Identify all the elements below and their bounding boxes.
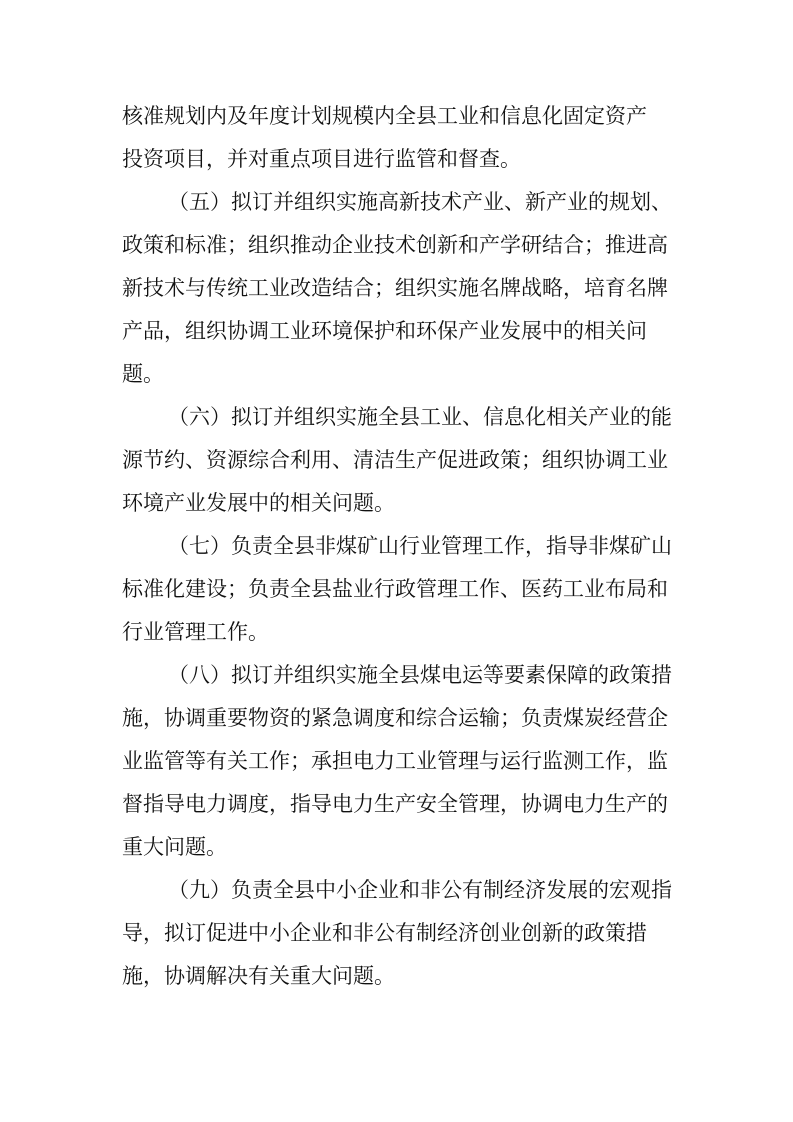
text-line: （七）负责全县非煤矿山行业管理工作，指导非煤矿山 <box>168 534 672 558</box>
text-line: 源节约、资源综合利用、清洁生产促进政策；组织协调工业 <box>122 448 668 472</box>
text-line: （五）拟订并组织实施高新技术产业、新产业的规划、 <box>168 190 672 214</box>
text-line: 政策和标准；组织推动企业技术创新和产学研结合；推进高 <box>122 233 668 257</box>
text-line: （九）负责全县中小企业和非公有制经济发展的宏观指 <box>168 878 672 902</box>
text-line: 投资项目，并对重点项目进行监管和督查。 <box>122 147 521 171</box>
text-line: 行业管理工作。 <box>122 620 269 644</box>
text-line: 施，协调重要物资的紧急调度和综合运输；负责煤炭经营企 <box>122 706 668 730</box>
text-line: 核准规划内及年度计划规模内全县工业和信息化固定资产 <box>122 104 647 128</box>
text-line: 新技术与传统工业改造结合；组织实施名牌战略，培育名牌 <box>122 276 668 300</box>
text-line: 产品，组织协调工业环境保护和环保产业发展中的相关问 <box>122 319 647 343</box>
text-line: 业监管等有关工作；承担电力工业管理与运行监测工作，监 <box>122 749 668 773</box>
text-line: 导，拟订促进中小企业和非公有制经济创业创新的政策措 <box>122 921 647 945</box>
text-line: 环境产业发展中的相关问题。 <box>122 491 395 515</box>
text-line: 施，协调解决有关重大问题。 <box>122 964 395 988</box>
text-line: 督指导电力调度，指导电力生产安全管理，协调电力生产的 <box>122 792 668 816</box>
text-line: 题。 <box>122 362 164 386</box>
text-line: 标准化建设；负责全县盐业行政管理工作、医药工业布局和 <box>122 577 668 601</box>
text-line: 重大问题。 <box>122 835 227 859</box>
text-line: （八）拟订并组织实施全县煤电运等要素保障的政策措 <box>168 663 672 687</box>
text-line: （六）拟订并组织实施全县工业、信息化相关产业的能 <box>168 405 672 429</box>
